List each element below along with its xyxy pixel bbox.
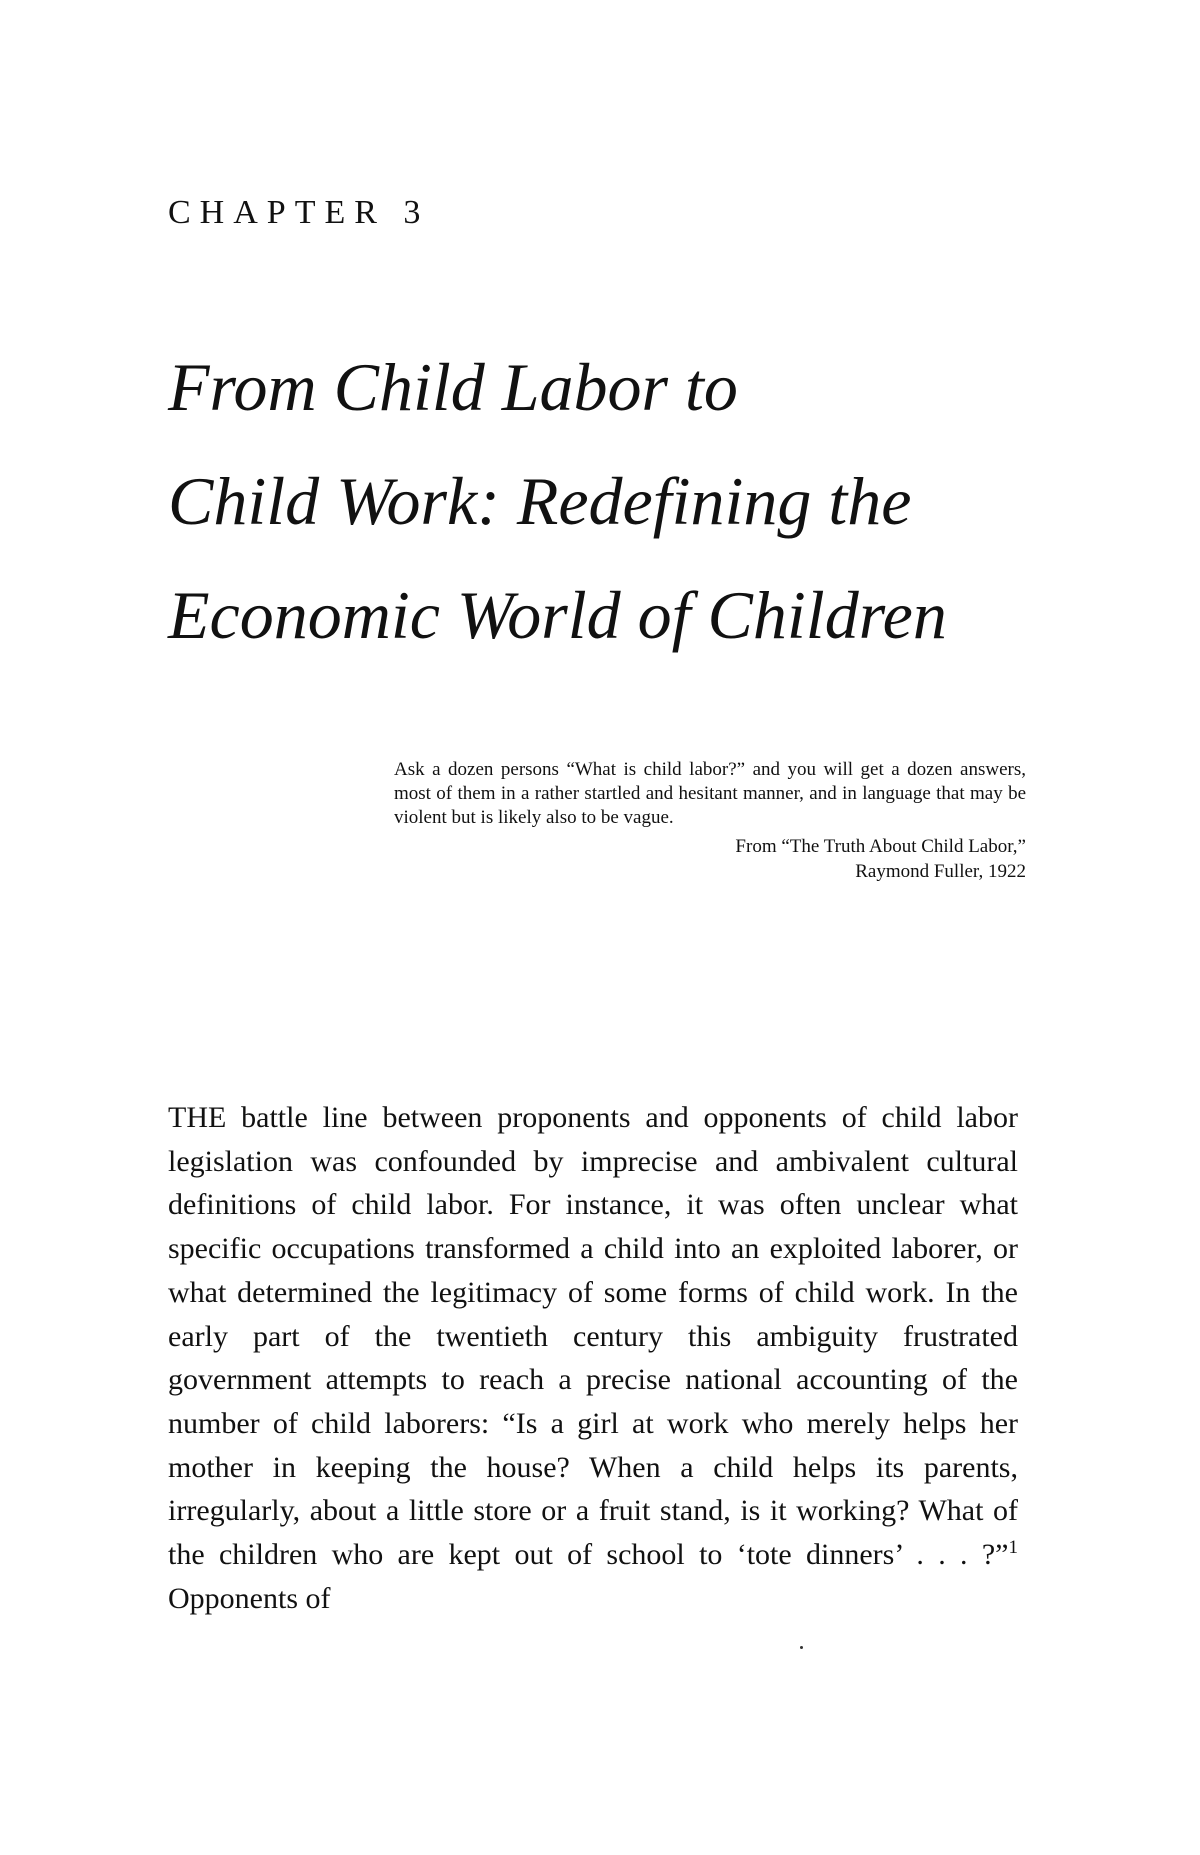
chapter-label: CHAPTER 3: [168, 194, 430, 231]
epigraph-source: From “The Truth About Child Labor,”: [735, 836, 1026, 857]
scan-speck: [800, 1646, 803, 1649]
body-text-continuation: Opponents of: [168, 1581, 331, 1615]
body-text: THE battle line between proponents and opponents of child labor legislation was confounded by imprecise and ambivalent cultural definitions of child labor. For instance, it was often unclear what specific occupations transformed a child into an exploited laborer, or what determined the legitimacy of some forms of child work. In the early part of the twentieth century this ambiguity frustrated government attempts to reach a precise national accounting of the number of child laborers: “Is a girl at work who merely helps her mother in keeping the house? When a child helps its parents, irregularly, about a little store or a fruit stand, is it working? What of the children who are kept out of school to ‘tote dinners’ . . . ?”: [168, 1101, 1018, 1572]
epigraph-attribution: [394, 834, 1026, 884]
body-paragraph: [168, 1096, 1018, 1620]
epigraph: [394, 758, 1026, 884]
epigraph-quote: Ask a dozen persons “What is child labor?” and you will get a dozen answers, most of them in a rather startled and hesitant manner, and in language that may be violent but is likely also to be vague.: [394, 759, 1026, 828]
chapter-title-line: Child Work: Redefining the: [168, 463, 912, 539]
chapter-title-line: From Child Labor to: [168, 349, 738, 425]
chapter-title: [168, 330, 1068, 672]
chapter-title-line: Economic World of Children: [168, 577, 947, 653]
epigraph-author: Raymond Fuller, 1922: [855, 861, 1026, 882]
footnote-reference[interactable]: 1: [1008, 1537, 1018, 1559]
